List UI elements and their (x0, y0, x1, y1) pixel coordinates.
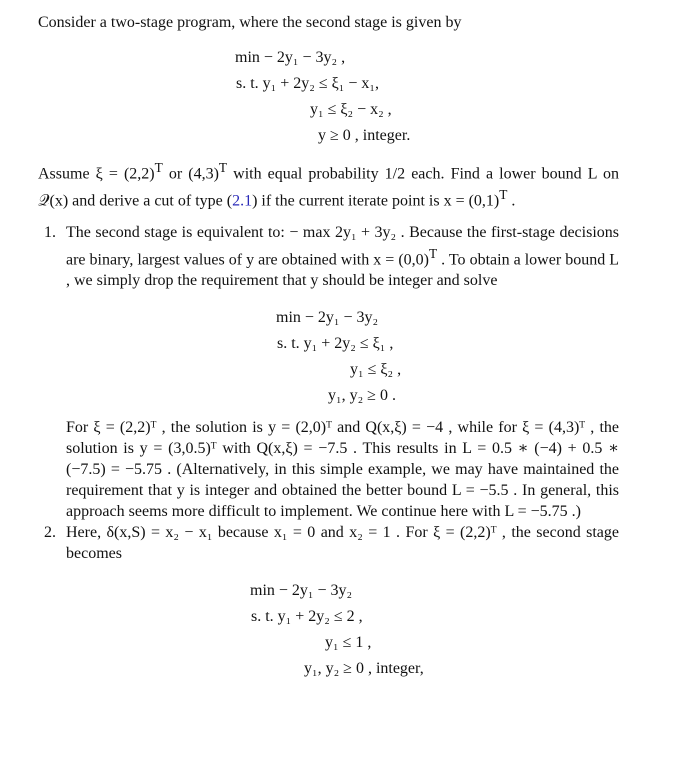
intro-text: Consider a two-stage program, where the second stage is given by (38, 14, 462, 31)
constraint-2: y₁ ≤ ξ₂ , (350, 360, 402, 378)
objective-line: min − 2y₁ − 3y₂ , (235, 49, 346, 66)
item1-text-a: The second stage is equivalent to: − max 2y₁ + 3y₂ . Because the first-stage decisions are binary, largest values of y are obtained with x = (0,0) (66, 223, 619, 268)
item-paragraph: For ξ = (2,2)ᵀ , the solution is y = (2,0)ᵀ and Q(x,ξ) = −4 , while for ξ = (4,3)ᵀ , the solution is y = (3,0.5)ᵀ with Q(x,ξ) = −7.5 . This results in L = 0.5 ∗ (−4) + 0.5 ∗ (−7.5) = −5.75 . (Alternatively, in this simple example, we may have maintained the requirement that y is integer and obtained the better bound L = −5.5 . In general, this approach seems more difficult to implement. We continue here with L = −5.75 .) (66, 418, 619, 520)
constraint-2: y₁ ≤ 1 , (325, 633, 372, 651)
list-item (38, 522, 619, 682)
item1-text-b: . To obtain a lower bound L , we simply drop the requirement that y should be integer and solve (66, 250, 619, 289)
equation-reference-link[interactable]: 2.1 (232, 192, 253, 210)
assume-text-a: Assume ξ = (2,2) (38, 165, 155, 183)
objective-line: min − 2y₁ − 3y₂ (250, 581, 353, 599)
second-stage-instance (66, 578, 619, 682)
constraint-1: s. t. y₁ + 2y₂ ≤ 2 , (251, 607, 363, 625)
exercise-page (38, 12, 619, 682)
assume-text-e: . (507, 192, 516, 210)
constraint-3: y₁, y₂ ≥ 0 . (328, 386, 396, 404)
constraint-2: y₁ ≤ ξ₂ − x₂ , (310, 101, 392, 118)
assume-text-c: with equal probability 1/2 each. Find a lower bound L on 𝒬(x) and derive a cut of type ( (38, 165, 620, 210)
transpose-sup: T (218, 160, 228, 175)
list-item (38, 222, 619, 522)
relaxed-program (66, 305, 619, 409)
assume-text-d: ) if the current iterate point is x = (0,1) (252, 192, 500, 210)
item-number: 2. (44, 523, 56, 541)
item-paragraph: Here, δ(x,S) = x₂ − x₁ because x₁ = 0 and x₂ = 1 . For ξ = (2,2)ᵀ , the second stage becomes (66, 523, 619, 562)
constraint-1: s. t. y₁ + 2y₂ ≤ ξ₁ − x₁, (236, 75, 379, 92)
item-paragraph (66, 222, 619, 291)
constraint-3: y₁, y₂ ≥ 0 , integer, (304, 659, 424, 677)
item-number: 1. (44, 223, 56, 241)
assumption-paragraph (38, 157, 619, 212)
constraint-3: y ≥ 0 , integer. (318, 127, 411, 144)
transpose-sup: T (499, 187, 508, 203)
second-stage-program (38, 45, 619, 149)
objective-line: min − 2y₁ − 3y₂ (276, 308, 379, 326)
solution-list (38, 222, 619, 682)
transpose-sup: T (154, 160, 163, 175)
transpose-sup: T (428, 245, 438, 261)
constraint-1: s. t. y₁ + 2y₂ ≤ ξ₁ , (277, 334, 394, 352)
assume-text-b: or (4,3) (162, 165, 219, 183)
